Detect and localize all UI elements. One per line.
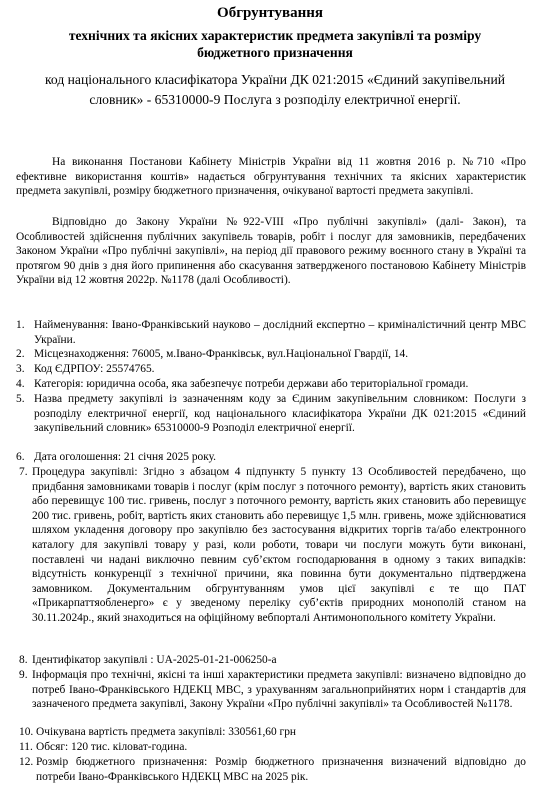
list-item-3 xyxy=(16,362,526,377)
list-item-5 xyxy=(16,392,526,436)
list-item-7 xyxy=(19,465,526,626)
list-text: Очікувана вартість предмета закупівлі: 330561,60 грн xyxy=(36,726,296,738)
intro-paragraph-2: Відповідно до Закону України №922-VIII «Про публічні закупівлі» (далі- Закон), та Особливостей здійснення публічних закупівель товарів, робіт і послуг для замовників, передбачених Законом України «Про публічні закупівлі», на період дії правового режиму воєнного стану в Україні та протягом 90 днів з дня його припинення або скасування затвердженого постановою Кабінету Міністрів України від 12 жовтня 2022р. №1178 (далі Особливості). xyxy=(16,216,526,287)
list-text: Дата оголошення: 21 січня 2025 року. xyxy=(34,451,216,463)
list-text: Розмір бюджетного призначення: Розмір бюджетного призначення визначений відповідно до потреби Івано-Франківського НДЕКЦ МВС на 2025 рік. xyxy=(36,756,526,783)
list-text: Місцезнаходження: 76005, м.Івано-Франківськ, вул.Національної Гвардії, 14. xyxy=(34,348,409,360)
list-text: Інформація про технічні, якісні та інші характеристики предмета закупівлі: визначено відповідно до потреб Івано-Франківського НДЕКЦ МВС, з урахуванням загальноприйнятих норм і стандартів для зазначеного предмета закупівлі, Закону України «Про публічні закупівлі» та Особливостей №1178. xyxy=(32,669,526,711)
list-text: Код ЄДРПОУ: 25574765. xyxy=(34,363,155,375)
document-title: Обгрунтування xyxy=(217,5,323,21)
list-number: 10. xyxy=(19,726,34,738)
list-item-11 xyxy=(19,740,526,755)
list-text: Категорія: юридична особа, яка забезпечує потреби держави або територіальної громади. xyxy=(34,378,469,390)
list-item-1 xyxy=(16,318,526,347)
list-item-9 xyxy=(19,668,526,712)
intro-paragraph-1: На виконання Постанови Кабінету Міністрів України від 11 жовтня 2016 р. №710 «Про ефективне використання коштів» надається обгрунтування технічних та якісних характеристик предмета закупівлі, розміру бюджетного призначення, очікуваної вартості предмета закупівлі. xyxy=(16,156,526,198)
list-number: 5. xyxy=(16,393,25,405)
list-number: 2. xyxy=(16,348,25,360)
list-number: 11. xyxy=(19,741,33,753)
list-number: 9. xyxy=(19,669,28,681)
list-item-6 xyxy=(16,450,526,465)
list-item-2 xyxy=(16,347,526,362)
list-item-12 xyxy=(19,755,526,784)
list-number: 4. xyxy=(16,378,25,390)
list-text: Обсяг: 120 тис. кіловат-година. xyxy=(36,741,188,753)
document-subtitle: технічних та якісних характеристик предмета закупівлі та розміру бюджетного призначення xyxy=(68,28,482,60)
list-text: Назва предмету закупівлі із зазначенням коду за Єдиним закупівельним словником: Послуги з розподілу електричної енергії, код національного класифікатора України ДК 021:2015 «Єдиний закупівельний словник» 65310000-9 Розподіл електричної енергії. xyxy=(34,393,526,435)
classifier-code: код національного класифікатора України ДК 021:2015 «Єдиний закупівельний словник» - 65310000-9 Послуга з розподілу електричної енергії. xyxy=(45,72,505,107)
list-text: Найменування: Івано-Франківський науково – дослідний експертно – криміналістичний центр МВС України. xyxy=(34,319,526,346)
list-number: 6. xyxy=(16,451,25,463)
list-item-8 xyxy=(19,653,526,668)
list-number: 12. xyxy=(19,756,34,768)
list-item-10 xyxy=(19,725,526,740)
list-number: 1. xyxy=(16,319,25,331)
list-item-4 xyxy=(16,377,526,392)
list-number: 8. xyxy=(19,654,28,666)
list-number: 7. xyxy=(19,466,28,478)
list-text: Ідентифікатор закупівлі : UA-2025-01-21-006250-a xyxy=(32,654,277,666)
list-number: 3. xyxy=(16,363,25,375)
list-text: Процедура закупівлі: Згідно з абзацом 4 підпункту 5 пункту 13 Особливостей передбачено, що придбання замовниками товарів і послуг (крім послуг з поточного ремонту), вартість яких становить або перевищує 100 тис. гривень, послуг з поточного ремонту, вартість яких становить або перевищує 200 тис. гривень, робіт, вартість яких становить або перевищує 1,5 млн. гривень, може здійснюватися шляхом укладення договору про закупівлю без застосування відкритих торгів та/або електронного каталогу для закупівлі товару у разі, коли роботи, товари чи послуги можуть бути виконані, поставлені чи надані виключно певним суб’єктом господарювання в одному з таких випадків: відсутність конкуренції з технічної причини, яка повинна бути документально підтверджена замовником. Документальним обгрунтуванням умов цієї закупівлі є те що ПАТ «Прикарпаттяобленерго» є у зведеному переліку суб’єктів природних монополій станом на 30.11.2024р., який знаходиться на офіційному вебпорталі Антимонопольного комітету України. xyxy=(32,466,526,624)
